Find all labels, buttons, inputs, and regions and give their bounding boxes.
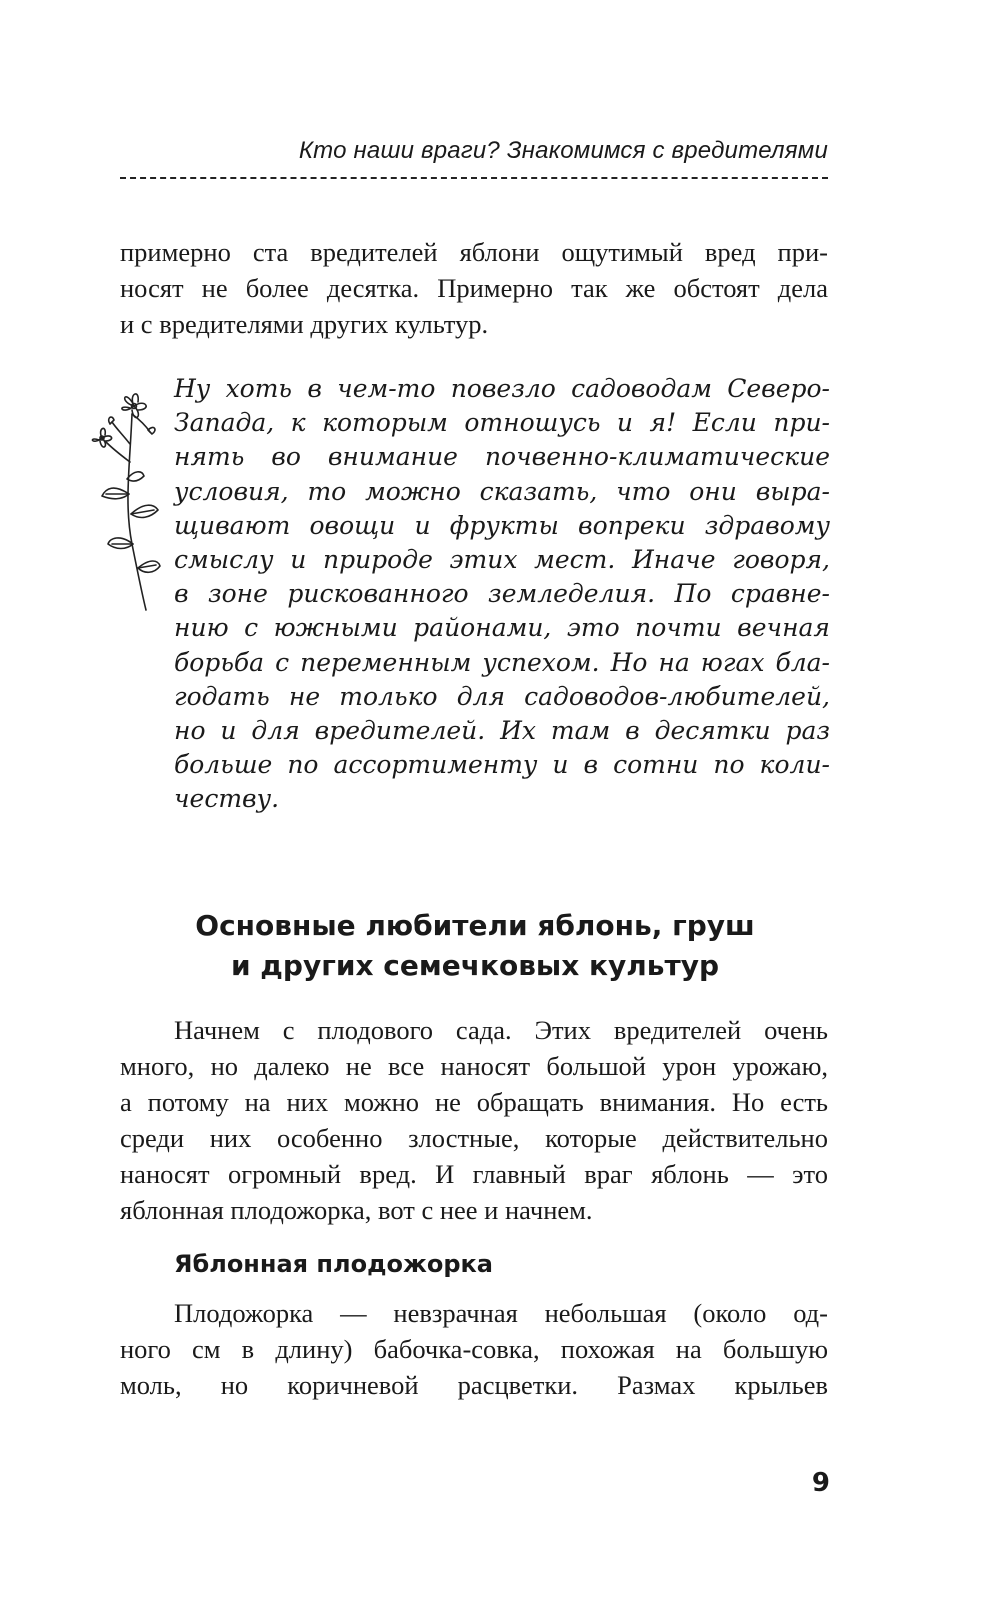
aside-line: в зоне рискованного земледелия. По сравне- bbox=[174, 579, 830, 609]
aside-line: нию с южными районами, это почти вечная bbox=[174, 613, 830, 643]
aside-line: честву. bbox=[174, 784, 280, 814]
text-line: а потому на них можно не обращать внимания. Но есть bbox=[120, 1087, 828, 1117]
subheading: Яблонная плодожорка bbox=[174, 1250, 493, 1278]
aside-line: борьба с переменным успехом. Но на югах бла- bbox=[174, 647, 830, 677]
text-line: носят не более десятка. Примерно так же обстоят дела bbox=[120, 273, 828, 303]
paragraph-codling-moth bbox=[120, 1295, 828, 1403]
text-line: и с вредителями других культур. bbox=[120, 309, 489, 339]
text-line: ного см в длину) бабочка-совка, похожая на большую bbox=[120, 1334, 828, 1364]
paragraph-orchard bbox=[120, 1012, 828, 1228]
header-dashed-rule bbox=[120, 177, 828, 179]
text-line: наносят огромный вред. И главный враг яблонь — это bbox=[120, 1159, 828, 1189]
text-line: среди них особенно злостные, которые действительно bbox=[120, 1123, 828, 1153]
section-title-line: Основные любители яблонь, груш bbox=[195, 909, 755, 942]
aside-line: больше по ассортименту и в сотни по коли- bbox=[174, 750, 830, 780]
aside-line: годать не только для садоводов-любителей, bbox=[174, 681, 830, 711]
aside-line: но и для вредителей. Их там в десятки раз bbox=[174, 716, 830, 746]
aside-note bbox=[174, 372, 830, 817]
aside-line: нять во внимание почвенно-климатические bbox=[174, 442, 830, 472]
paragraph-intro bbox=[120, 234, 828, 342]
text-line: Плодожорка — невзрачная небольшая (около од- bbox=[174, 1298, 828, 1328]
aside-line: Запада, к которым отношусь и я! Если при- bbox=[174, 408, 830, 438]
text-line: примерно ста вредителей яблони ощутимый вред при- bbox=[120, 237, 828, 267]
text-line: моль, но коричневой расцветки. Размах крыльев bbox=[120, 1370, 828, 1400]
page-number: 9 bbox=[811, 1468, 830, 1498]
aside-line: условия, то можно сказать, что они выра- bbox=[174, 476, 830, 506]
text-line: яблонная плодожорка, вот с нее и начнем. bbox=[120, 1195, 593, 1225]
flower-branch-icon bbox=[84, 384, 166, 614]
aside-line: смыслу и природе этих мест. Иначе говоря, bbox=[174, 545, 830, 575]
text-line: много, но далеко не все наносят большой урон урожаю, bbox=[120, 1051, 828, 1081]
text-line: Начнем с плодового сада. Этих вредителей очень bbox=[174, 1015, 828, 1045]
section-title-line: и других семечковых культур bbox=[230, 949, 720, 982]
section-title bbox=[120, 906, 830, 986]
aside-line: щивают овощи и фрукты вопреки здравому bbox=[174, 510, 830, 540]
running-head: Кто наши враги? Знакомимся с вредителями bbox=[298, 137, 828, 164]
aside-line: Ну хоть в чем-то повезло садоводам Северо- bbox=[174, 374, 830, 403]
